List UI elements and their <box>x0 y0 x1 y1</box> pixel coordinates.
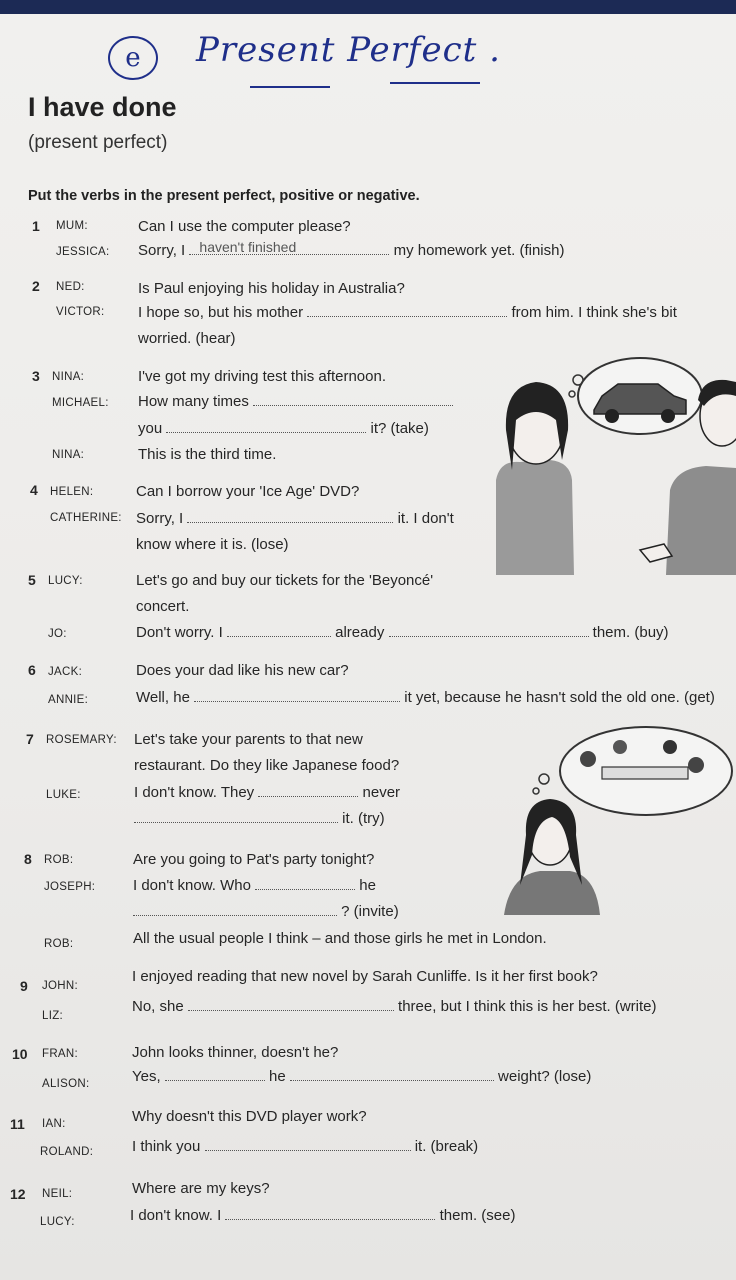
answer-blank[interactable] <box>255 877 355 890</box>
item-number: 7 <box>26 731 34 747</box>
dialogue-line: Sorry, I haven't finished my homework yet. (finish) <box>138 239 565 259</box>
item-number: 12 <box>10 1186 26 1202</box>
illustration-restaurant-thought <box>470 725 736 920</box>
dialogue-line: Can I borrow your 'Ice Age' DVD? <box>136 483 360 500</box>
dialogue-line: I don't know. Who he <box>133 877 376 894</box>
dialogue-line: Let's go and buy our tickets for the 'Beyoncé' <box>136 572 434 589</box>
dialogue-line: Don't worry. I already them. (buy) <box>136 624 669 641</box>
woman-figure <box>496 382 574 575</box>
handwritten-circled-letter: e <box>108 36 158 80</box>
answer-blank[interactable] <box>188 998 394 1011</box>
speaker-label: LUCY: <box>40 1216 75 1228</box>
dialogue-line: Can I use the computer please? <box>138 218 351 235</box>
dialogue-line: Does your dad like his new car? <box>136 662 349 679</box>
speaker-label: JOHN: <box>42 980 78 992</box>
dialogue-line: This is the third time. <box>138 446 277 463</box>
speaker-label: LUKE: <box>46 789 81 801</box>
speaker-label: LIZ: <box>42 1010 64 1022</box>
dialogue-line: restaurant. Do they like Japanese food? <box>134 757 400 774</box>
item-number: 11 <box>10 1116 25 1132</box>
dialogue-line: it. (try) <box>134 810 385 827</box>
item-number: 8 <box>24 851 32 867</box>
speaker-label: ALISON: <box>42 1078 90 1090</box>
dialogue-line: know where it is. (lose) <box>136 536 289 553</box>
speaker-label: NINA: <box>52 449 85 461</box>
dialogue-line: ? (invite) <box>133 903 399 920</box>
dialogue-line: John looks thinner, doesn't he? <box>132 1044 339 1061</box>
dialogue-line: I hope so, but his mother from him. I think she's bit <box>138 304 677 321</box>
dialogue-line: Where are my keys? <box>132 1180 270 1197</box>
answer-blank[interactable] <box>133 903 337 916</box>
answer-blank[interactable] <box>389 624 589 637</box>
answer-blank[interactable] <box>134 810 338 823</box>
speaker-label: HELEN: <box>50 486 94 498</box>
item-number: 1 <box>32 218 40 234</box>
speaker-label: JESSICA: <box>56 246 110 258</box>
speaker-label: ROLAND: <box>40 1146 94 1158</box>
answer-blank[interactable] <box>165 1068 265 1081</box>
speaker-label: NINA: <box>52 371 85 383</box>
dialogue-line: Is Paul enjoying his holiday in Australia? <box>138 280 405 297</box>
item-number: 6 <box>28 662 36 678</box>
speaker-label: LUCY: <box>48 575 83 587</box>
item-number: 3 <box>32 368 40 384</box>
dialogue-line: concert. <box>136 598 190 615</box>
dialogue-line: Let's take your parents to that new <box>134 731 363 748</box>
answer-blank[interactable] <box>290 1068 494 1081</box>
handwritten-underline <box>390 82 480 84</box>
dialogue-line: I think you it. (break) <box>132 1138 479 1155</box>
dialogue-line: How many times <box>138 393 453 410</box>
answer-blank[interactable] <box>258 784 358 797</box>
speaker-label: ANNIE: <box>48 694 89 706</box>
item-number: 5 <box>28 572 36 588</box>
speaker-label: CATHERINE: <box>50 512 122 524</box>
woman-figure <box>504 799 600 915</box>
dialogue-line: I don't know. They never <box>134 784 401 801</box>
dialogue-line: Sorry, I it. I don't <box>136 510 454 527</box>
item-number: 9 <box>20 978 28 994</box>
answer-blank[interactable] <box>225 1207 435 1220</box>
speaker-label: NEIL: <box>42 1188 73 1200</box>
speaker-label: JOSEPH: <box>44 881 96 893</box>
speaker-label: ROSEMARY: <box>46 734 117 746</box>
speaker-label: FRAN: <box>42 1048 78 1060</box>
speaker-label: JO: <box>48 628 67 640</box>
answer-blank[interactable] <box>187 510 393 523</box>
dialogue-line: All the usual people I think – and those girls he met in London. <box>133 930 547 947</box>
item-number: 2 <box>32 278 40 294</box>
illustration-car-thought <box>490 350 736 575</box>
speaker-label: VICTOR: <box>56 306 105 318</box>
speaker-label: ROB: <box>44 938 74 950</box>
dialogue-line: I've got my driving test this afternoon. <box>138 368 386 385</box>
answer-blank[interactable] <box>194 689 400 702</box>
answer-blank[interactable] <box>227 624 331 637</box>
dialogue-line: Yes, he weight? (lose) <box>132 1068 592 1085</box>
dialogue-line: No, she three, but I think this is her best. (write) <box>132 998 657 1015</box>
speaker-label: MUM: <box>56 220 88 232</box>
answer-blank[interactable] <box>307 304 507 317</box>
speaker-label: IAN: <box>42 1118 66 1130</box>
dialogue-line: Why doesn't this DVD player work? <box>132 1108 367 1125</box>
speaker-label: JACK: <box>48 666 83 678</box>
dialogue-line: I enjoyed reading that new novel by Sarah Cunliffe. Is it her first book? <box>132 968 598 985</box>
answer-blank[interactable] <box>253 393 453 406</box>
answer-blank[interactable] <box>166 420 366 433</box>
answer-blank[interactable] <box>189 239 389 255</box>
answer-blank[interactable] <box>205 1138 411 1151</box>
dialogue-line: you it? (take) <box>138 420 429 437</box>
filled-answer: haven't finished <box>199 239 297 255</box>
item-number: 4 <box>30 482 38 498</box>
item-number: 10 <box>12 1046 28 1062</box>
speaker-label: ROB: <box>44 854 74 866</box>
dialogue-line: Well, he it yet, because he hasn't sold the old one. (get) <box>136 689 715 706</box>
page-subtitle: (present perfect) <box>28 132 168 153</box>
dialogue-line: Are you going to Pat's party tonight? <box>133 851 375 868</box>
speaker-label: MICHAEL: <box>52 397 109 409</box>
dialogue-line: worried. (hear) <box>138 330 236 347</box>
speaker-label: NED: <box>56 281 85 293</box>
exercise-instruction: Put the verbs in the present perfect, positive or negative. <box>28 188 420 204</box>
handwritten-underline <box>250 86 330 88</box>
page-title: I have done <box>28 92 177 122</box>
dialogue-line: I don't know. I them. (see) <box>130 1207 516 1224</box>
handwritten-heading: Present Perfect . <box>196 30 501 70</box>
